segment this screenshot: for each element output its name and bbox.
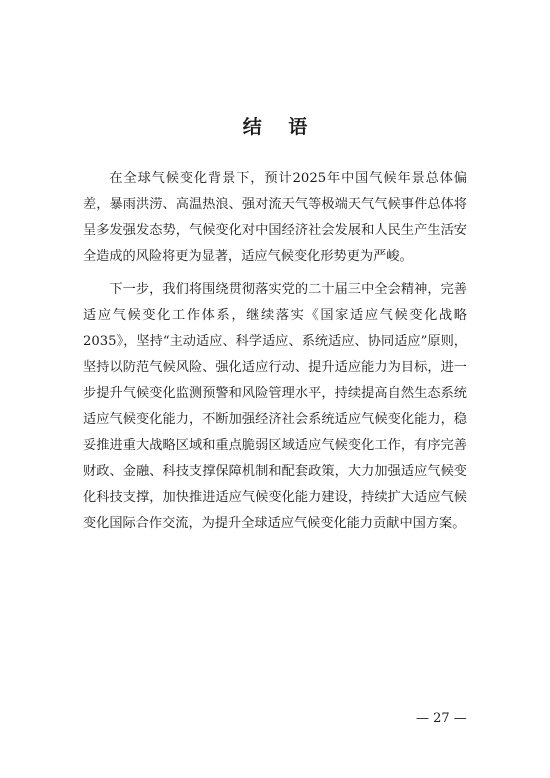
paragraph-1: 在全球气候变化背景下，预计2025年中国气候年景总体偏差，暴雨洪涝、高温热浪、强对流天气等极端天气气候事件总体将呈多发强发态势，气候变化对中国经济社会发展和人民生产生活安全造成的风险将更为显著，适应气候变化形势更为严峻。 [83, 171, 467, 264]
page-title: 结 语 [242, 116, 318, 138]
paragraph-2: 下一步，我们将围绕贯彻落实党的二十届三中全会精神，完善适应气候变化工作体系，继续落实《国家适应气候变化战略2035》，坚持“主动适应、科学适应、系统适应、协同适应”原则，坚持以防范气候风险、强化适应行动、提升适应能力为目标，进一步提升气候变化监测预警和风险管理水平，持续提高自然生态系统适应气候变化能力，不断加强经济社会系统适应气候变化能力，稳妥推进重大战略区域和重点脆弱区域适应气候变化工作，有序完善财政、金融、科技支撑保障机制和配套政策，大力加强适应气候变化科技支撑，加快推进适应气候变化能力建设，持续扩大适应气候变化国际合作交流，为提升全球适应气候变化能力贡献中国方案。 [83, 282, 467, 531]
page-number: — 27 — [416, 711, 467, 726]
body-text [83, 166, 467, 544]
